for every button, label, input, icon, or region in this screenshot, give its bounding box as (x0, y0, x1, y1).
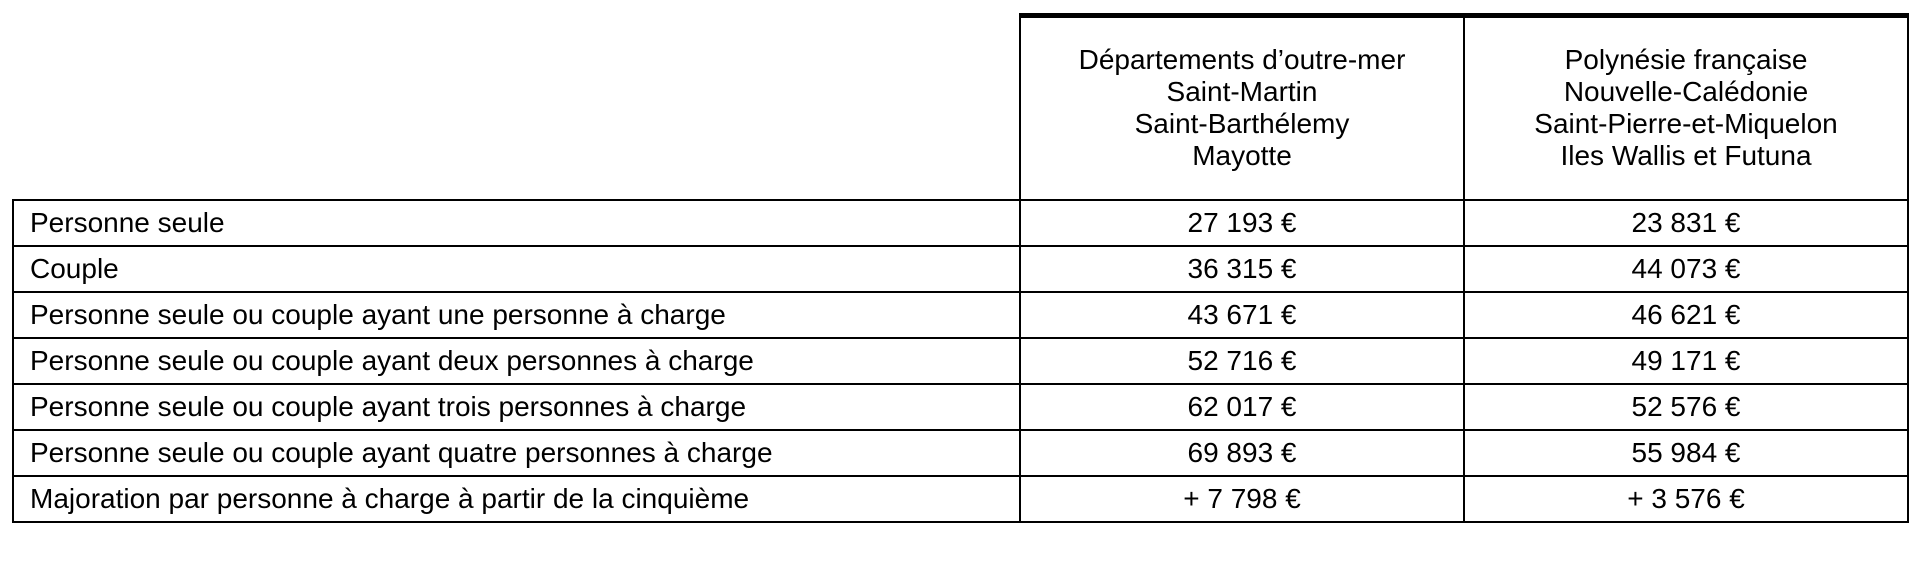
header-line: Iles Wallis et Futuna (1560, 140, 1812, 172)
header-line: Saint-Pierre-et-Miquelon (1534, 108, 1838, 140)
value-cell: 52 716 € (1020, 338, 1464, 384)
header-row (13, 16, 1908, 200)
table-row (13, 338, 1908, 384)
header-pacific-territories (1464, 16, 1908, 200)
row-label: Personne seule (13, 200, 1020, 246)
value-cell: + 7 798 € (1020, 476, 1464, 522)
value-cell: 62 017 € (1020, 384, 1464, 430)
header-line: Polynésie française (1564, 44, 1808, 76)
value-cell: 52 576 € (1464, 384, 1908, 430)
value-cell: 44 073 € (1464, 246, 1908, 292)
value-cell: 36 315 € (1020, 246, 1464, 292)
value-cell: 55 984 € (1464, 430, 1908, 476)
header-line: Nouvelle-Calédonie (1563, 76, 1809, 108)
empty-corner-cell (13, 16, 1020, 200)
header-line: Départements d’outre-mer (1078, 44, 1406, 76)
header-line: Saint-Martin (1166, 76, 1318, 108)
row-label: Personne seule ou couple ayant une personne à charge (13, 292, 1020, 338)
row-label: Couple (13, 246, 1020, 292)
table-row (13, 292, 1908, 338)
value-cell: 43 671 € (1020, 292, 1464, 338)
table-row (13, 200, 1908, 246)
header-line: Saint-Barthélemy (1134, 108, 1350, 140)
value-cell: 49 171 € (1464, 338, 1908, 384)
value-cell: 69 893 € (1020, 430, 1464, 476)
table-row (13, 430, 1908, 476)
table-row (13, 476, 1908, 522)
row-label: Personne seule ou couple ayant quatre personnes à charge (13, 430, 1020, 476)
table-row (13, 384, 1908, 430)
row-label: Personne seule ou couple ayant deux personnes à charge (13, 338, 1020, 384)
value-cell: 46 621 € (1464, 292, 1908, 338)
value-cell: 27 193 € (1020, 200, 1464, 246)
header-dom-territories (1020, 16, 1464, 200)
value-cell: 23 831 € (1464, 200, 1908, 246)
header-line: Mayotte (1192, 140, 1292, 172)
ceiling-table (12, 13, 1909, 523)
row-label: Majoration par personne à charge à partir de la cinquième (13, 476, 1020, 522)
value-cell: + 3 576 € (1464, 476, 1908, 522)
table-row (13, 246, 1908, 292)
row-label: Personne seule ou couple ayant trois personnes à charge (13, 384, 1020, 430)
